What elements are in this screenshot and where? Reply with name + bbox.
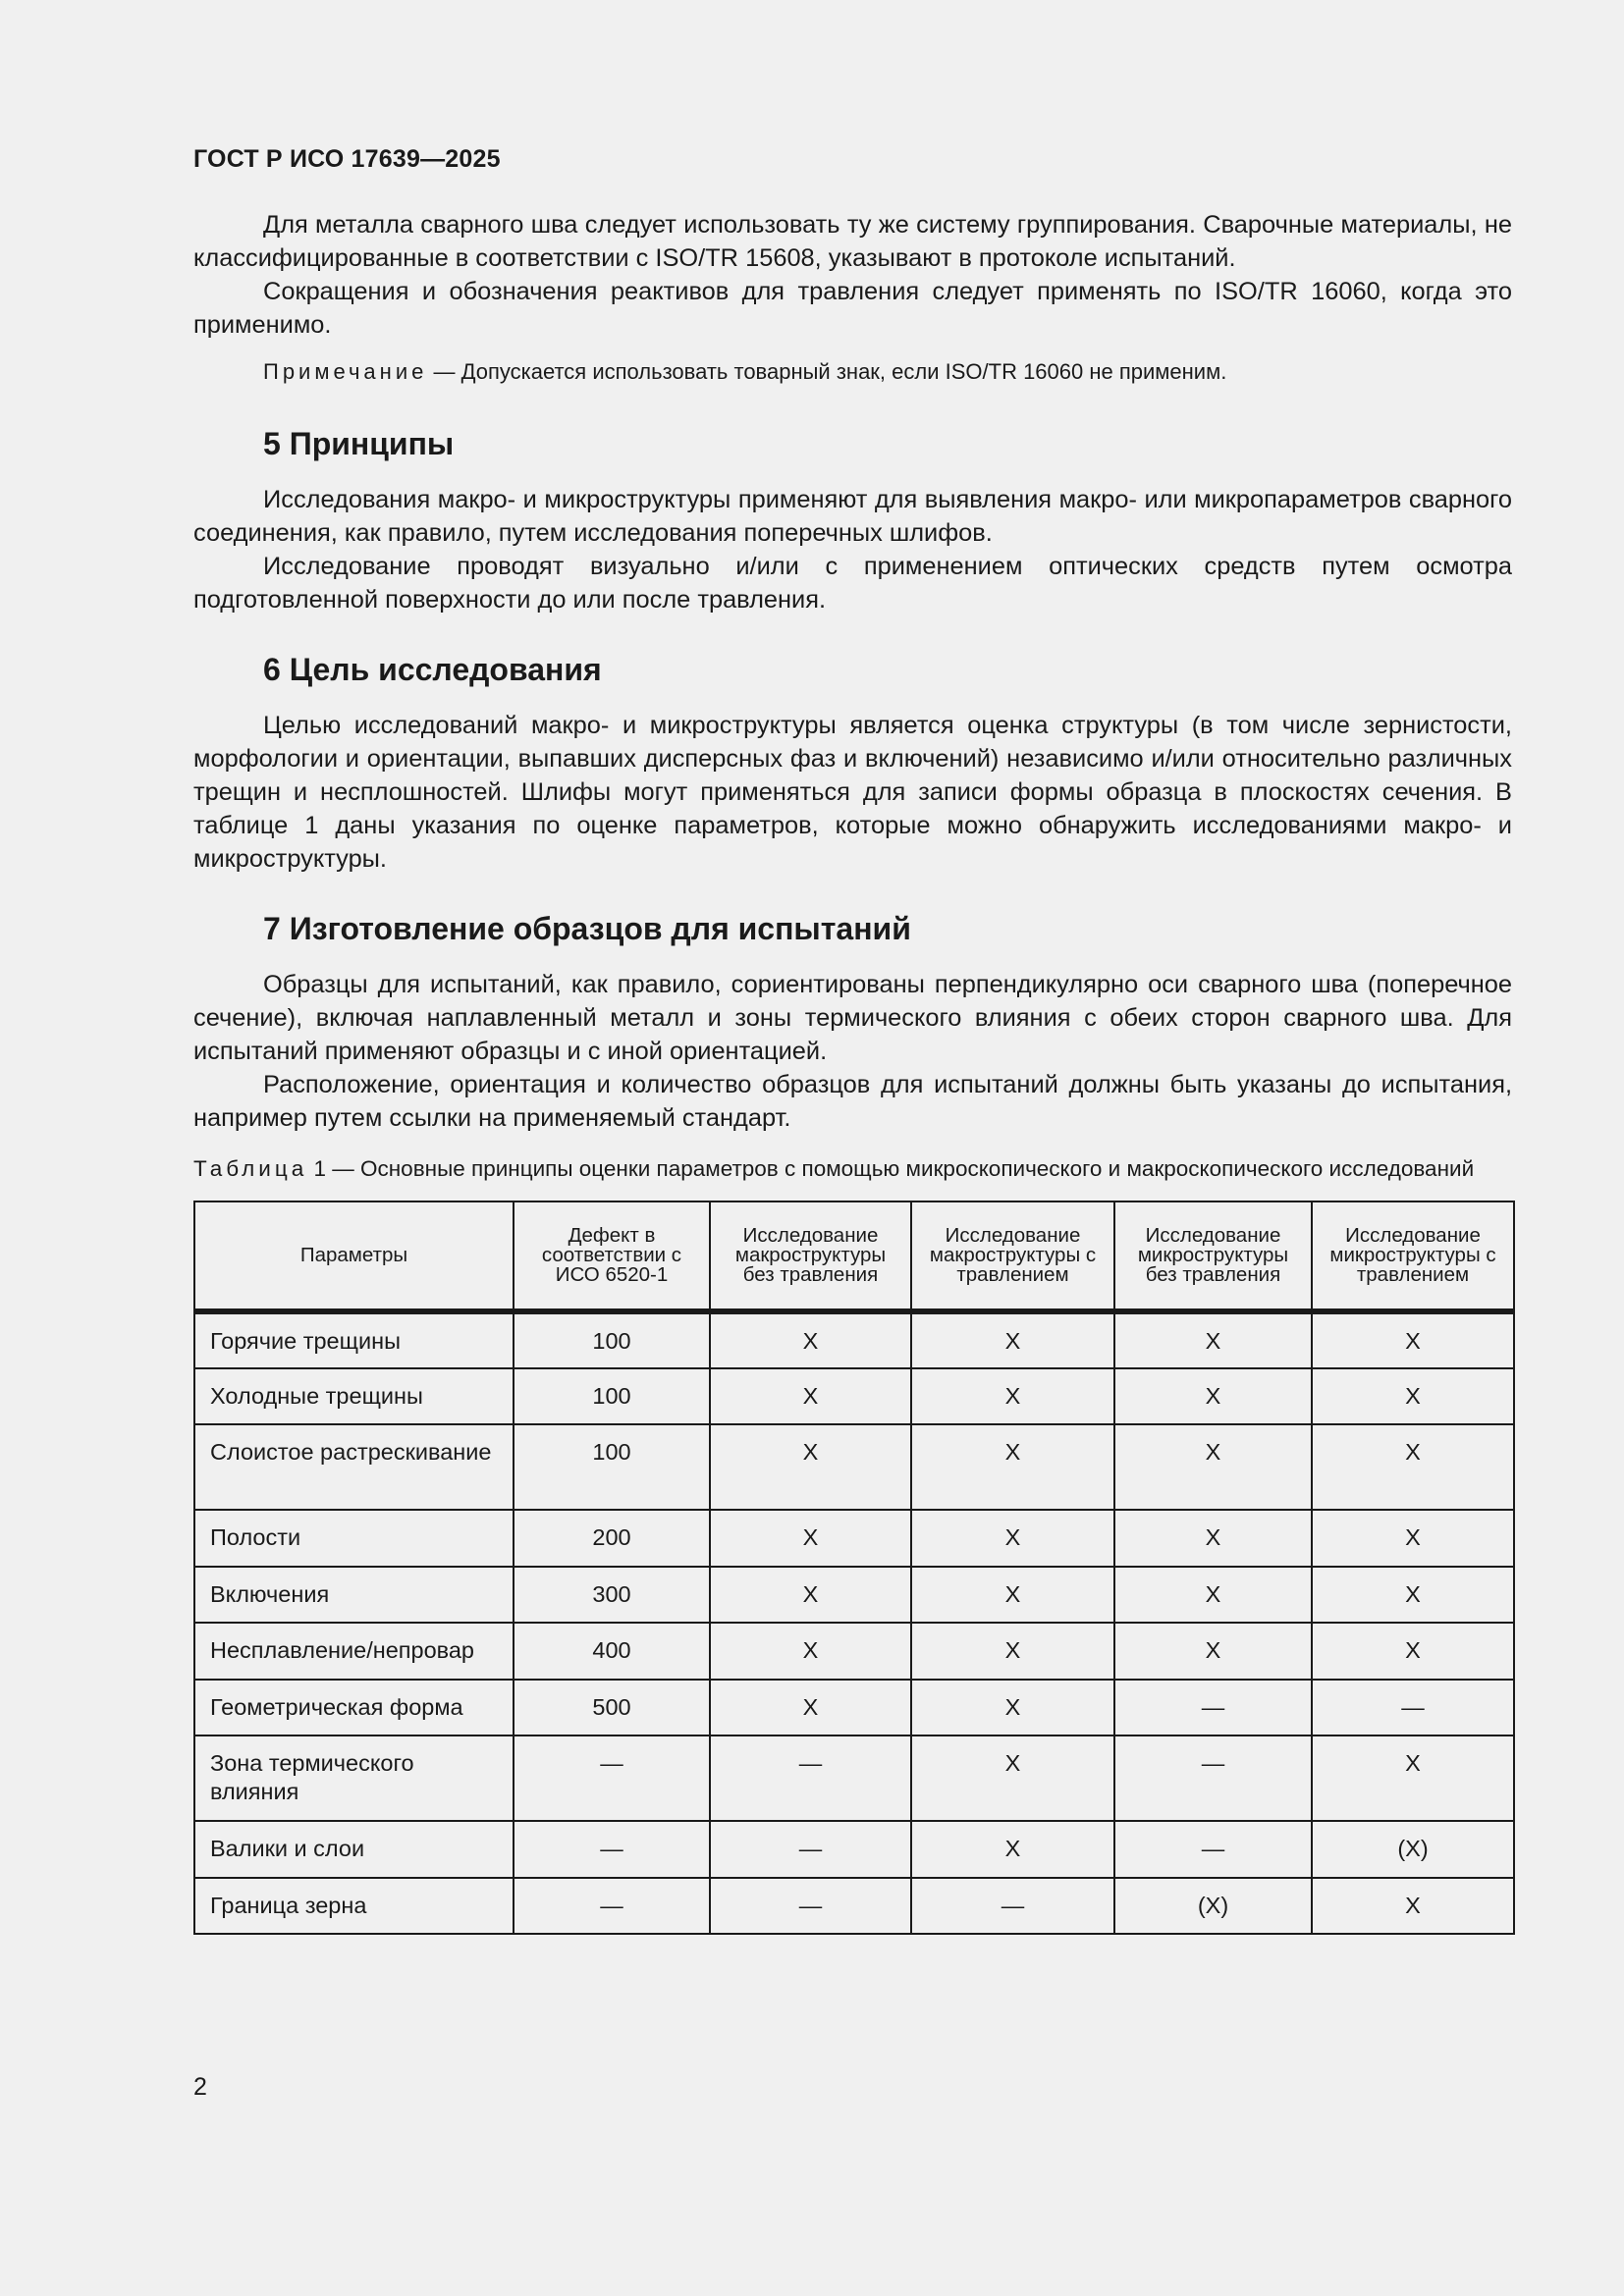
table-cell: X: [911, 1368, 1114, 1425]
row-parameter-name: Зона термического влияния: [194, 1735, 514, 1821]
table-cell: X: [1312, 1567, 1514, 1624]
table-cell: X: [1114, 1311, 1312, 1368]
table-cell: X: [710, 1623, 911, 1680]
header-defect: Дефект в соответствии с ИСО 6520-1: [514, 1201, 710, 1311]
table-cell: —: [710, 1735, 911, 1821]
row-parameter-name: Холодные трещины: [194, 1368, 514, 1425]
note-text: — Допускается использовать товарный знак, если ISO/TR 16060 не применим.: [427, 359, 1227, 384]
section-7-paragraph-1: Образцы для испытаний, как правило, сориентированы перпендикулярно оси сварного шва (поперечное сечение), включая наплавленный металл и зоны термического влияния с обеих сторон сварного шва. Для испытаний применяют образцы и с иной ориентацией.: [193, 971, 1512, 1065]
table-cell: 100: [514, 1424, 710, 1510]
intro-paragraph-1: Для металла сварного шва следует использовать ту же систему группирования. Сварочные материалы, не классифицированные в соответствии с ISO/TR 15608, указывают в протоколе испытаний.: [193, 211, 1512, 272]
row-parameter-name: Валики и слои: [194, 1821, 514, 1878]
header-macro-no-etch: Исследование макроструктуры без травления: [710, 1201, 911, 1311]
table-cell: —: [1312, 1680, 1514, 1736]
table-cell: X: [1114, 1368, 1312, 1425]
table-caption-label: Таблица: [193, 1156, 308, 1181]
table-row: [194, 1567, 1514, 1624]
section-7-title: 7 Изготовление образцов для испытаний: [263, 911, 911, 946]
table-cell: 400: [514, 1623, 710, 1680]
header-parameters: Параметры: [194, 1201, 514, 1311]
table-cell: X: [710, 1510, 911, 1567]
table-caption: [193, 1154, 1512, 1183]
row-parameter-name: Граница зерна: [194, 1878, 514, 1935]
table-cell: X: [710, 1311, 911, 1368]
note-label: Примечание: [263, 359, 428, 384]
table-cell: 200: [514, 1510, 710, 1567]
table-cell: X: [911, 1424, 1114, 1510]
header-micro-etch: Исследование микроструктуры с травлением: [1312, 1201, 1514, 1311]
table-row: [194, 1821, 1514, 1878]
table-cell: —: [514, 1878, 710, 1935]
table-row: [194, 1680, 1514, 1736]
table-cell: X: [1312, 1311, 1514, 1368]
table-cell: —: [1114, 1735, 1312, 1821]
document-header: ГОСТ Р ИСО 17639—2025: [193, 145, 501, 173]
header-micro-no-etch: Исследование микроструктуры без травления: [1114, 1201, 1312, 1311]
table-header-row: [194, 1201, 1514, 1311]
row-parameter-name: Полости: [194, 1510, 514, 1567]
table-cell: X: [1114, 1424, 1312, 1510]
table-row: [194, 1510, 1514, 1567]
table-cell: X: [1114, 1567, 1312, 1624]
table-cell: 100: [514, 1368, 710, 1425]
row-parameter-name: Несплавление/непровар: [194, 1623, 514, 1680]
table-caption-text: 1 — Основные принципы оценки параметров с помощью микроскопического и макроскопического исследований: [307, 1156, 1475, 1181]
table-cell: (X): [1114, 1878, 1312, 1935]
table-row: [194, 1368, 1514, 1425]
row-parameter-name: Включения: [194, 1567, 514, 1624]
row-parameter-name: Геометрическая форма: [194, 1680, 514, 1736]
table-cell: —: [514, 1821, 710, 1878]
table-cell: X: [1312, 1878, 1514, 1935]
row-parameter-name: Слоистое растрескивание: [194, 1424, 514, 1510]
table-body: [194, 1311, 1514, 1934]
table-row: [194, 1878, 1514, 1935]
table-cell: X: [1312, 1623, 1514, 1680]
table-cell: X: [911, 1311, 1114, 1368]
table-cell: (X): [1312, 1821, 1514, 1878]
section-7-paragraph-2: Расположение, ориентация и количество образцов для испытаний должны быть указаны до испытания, например путем ссылки на применяемый стандарт.: [193, 1071, 1512, 1132]
section-5-paragraph-1: Исследования макро- и микроструктуры применяют для выявления макро- или микропараметров сварного соединения, как правило, путем исследования поперечных шлифов.: [193, 486, 1512, 547]
table-cell: X: [911, 1821, 1114, 1878]
table-row: [194, 1623, 1514, 1680]
table-cell: X: [911, 1567, 1114, 1624]
table-cell: 300: [514, 1567, 710, 1624]
header-macro-etch: Исследование макроструктуры с травлением: [911, 1201, 1114, 1311]
row-parameter-name: Горячие трещины: [194, 1311, 514, 1368]
table-cell: 100: [514, 1311, 710, 1368]
table-cell: X: [911, 1623, 1114, 1680]
table-cell: X: [1114, 1623, 1312, 1680]
page-content: [193, 145, 1512, 1935]
table-cell: X: [710, 1424, 911, 1510]
table-cell: X: [710, 1680, 911, 1736]
table-cell: X: [1312, 1510, 1514, 1567]
table-row: [194, 1311, 1514, 1368]
section-6-title: 6 Цель исследования: [263, 652, 602, 687]
section-5-title: 5 Принципы: [263, 426, 455, 461]
table-cell: 500: [514, 1680, 710, 1736]
table-cell: X: [710, 1368, 911, 1425]
parameters-table: [193, 1201, 1515, 1935]
section-6-paragraph-1: Целью исследований макро- и микроструктуры является оценка структуры (в том числе зернистости, морфологии и ориентации, выпавших дисперсных фаз и включений) независимо и/или относительно различных трещин и несплошностей. Шлифы могут применяться для записи формы образца в плоскостях сечения. В таблице 1 даны указания по оценке параметров, которые можно обнаружить исследованиями макро- и микроструктуры.: [193, 712, 1512, 873]
table-cell: X: [1312, 1735, 1514, 1821]
table-cell: —: [1114, 1680, 1312, 1736]
table-row: [194, 1424, 1514, 1510]
table-cell: X: [710, 1567, 911, 1624]
table-cell: X: [1114, 1510, 1312, 1567]
table-cell: X: [1312, 1424, 1514, 1510]
section-5-paragraph-2: Исследование проводят визуально и/или с применением оптических средств путем осмотра подготовленной поверхности до или после травления.: [193, 553, 1512, 614]
table-row: [194, 1735, 1514, 1821]
table-cell: X: [911, 1680, 1114, 1736]
note: [193, 357, 1512, 387]
table-cell: —: [1114, 1821, 1312, 1878]
intro-paragraph-2: Сокращения и обозначения реактивов для травления следует применять по ISO/TR 16060, когда это применимо.: [193, 278, 1512, 339]
table-cell: —: [710, 1878, 911, 1935]
table-cell: —: [911, 1878, 1114, 1935]
table-cell: X: [911, 1735, 1114, 1821]
table-cell: X: [1312, 1368, 1514, 1425]
page-number: 2: [193, 2073, 207, 2101]
table-cell: —: [710, 1821, 911, 1878]
table-cell: X: [911, 1510, 1114, 1567]
table-cell: —: [514, 1735, 710, 1821]
